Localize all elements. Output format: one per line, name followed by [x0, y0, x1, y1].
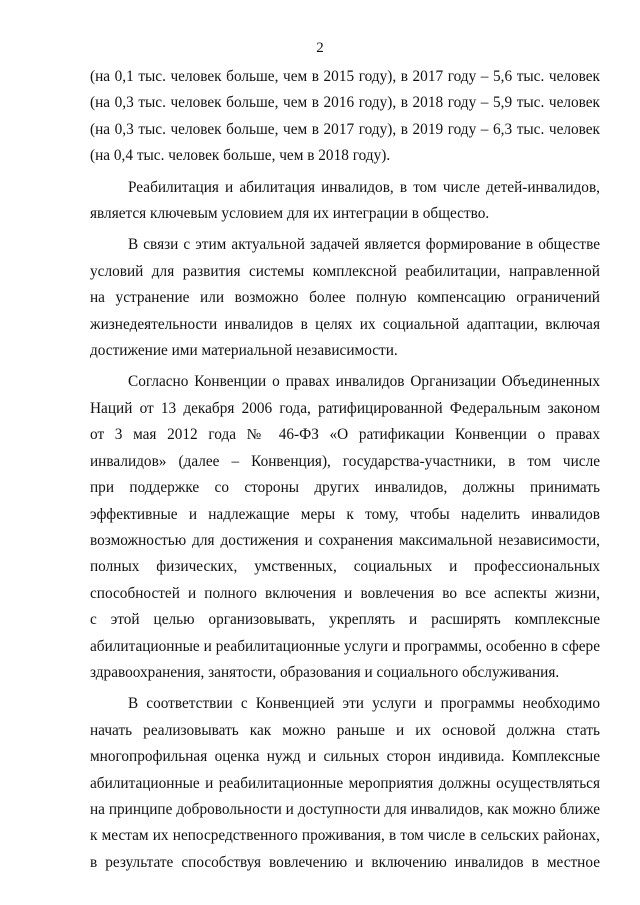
- text-line: начать реализовывать как можно раньше и их основой должна стать: [90, 721, 600, 739]
- text-line: (на 0,3 тыс. человек больше, чем в 2016 году), в 2018 году – 5,9 тыс. человек: [90, 94, 600, 112]
- text-line: способностей и полного включения и вовлечения во все аспекты жизни,: [90, 584, 600, 602]
- text-line: (на 0,3 тыс. человек больше, чем в 2017 году), в 2019 году – 6,3 тыс. человек: [90, 120, 600, 138]
- text-line: многопрофильная оценка нужд и сильных сторон индивида. Комплексные: [90, 748, 600, 766]
- paragraph: [90, 369, 600, 686]
- text-line: абилитационные и реабилитационные мероприятия должны осуществляться: [90, 774, 600, 792]
- text-line: (на 0,4 тыс. человек больше, чем в 2018 году).: [90, 147, 391, 165]
- text-line: к местам их непосредственного проживания, в том числе в сельских районах,: [90, 827, 600, 845]
- text-line: является ключевым условием для их интеграции в общество.: [90, 205, 490, 223]
- text-line: (на 0,1 тыс. человек больше, чем в 2015 году), в 2017 году – 5,6 тыс. человек: [90, 68, 600, 85]
- text-line: возможностью для достижения и сохранения максимальной независимости,: [90, 531, 600, 549]
- text-line: при поддержке со стороны других инвалидов, должны принимать: [90, 479, 600, 497]
- paragraph: [90, 232, 600, 364]
- text-line: Реабилитация и абилитация инвалидов, в том числе детей-инвалидов,: [128, 178, 600, 196]
- paragraph: [90, 175, 600, 228]
- text-line: жизнедеятельности инвалидов в целях их социальной адаптации, включая: [90, 315, 600, 333]
- text-line: условий для развития системы комплексной реабилитации, направленной: [90, 262, 600, 280]
- text-line: Согласно Конвенции о правах инвалидов Организации Объединенных: [128, 373, 600, 391]
- paragraph: [90, 691, 600, 876]
- text-line: В соответствии с Конвенцией эти услуги и программы необходимо: [128, 695, 600, 713]
- text-line: от 3 мая 2012 года № 46-ФЗ «О ратификации Конвенции о правах: [90, 426, 600, 444]
- paragraph: [90, 64, 600, 170]
- text-line: эффективные и надлежащие меры к тому, чтобы наделить инвалидов: [90, 505, 600, 523]
- text-line: В связи с этим актуальной задачей является формирование в обществе: [128, 236, 600, 254]
- text-line: в результате способствуя вовлечению и включению инвалидов в местное: [90, 853, 600, 871]
- text-line: полных физических, умственных, социальных и профессиональных: [90, 558, 600, 576]
- text-line: инвалидов» (далее – Конвенция), государства-участники, в том числе: [90, 452, 600, 470]
- text-line: на устранение или возможно более полную компенсацию ограничений: [90, 289, 600, 307]
- page-number: 2: [316, 40, 324, 56]
- document-body: [90, 64, 600, 876]
- text-line: с этой целью организовывать, укреплять и расширять комплексные: [90, 611, 600, 629]
- text-line: здравоохранения, занятости, образования и социального обслуживания.: [90, 663, 560, 681]
- text-line: абилитационные и реабилитационные услуги и программы, особенно в сфере: [90, 637, 600, 655]
- text-line: на принципе добровольности и доступности для инвалидов, как можно ближе: [90, 800, 600, 818]
- text-line: достижение ими материальной независимости.: [90, 342, 398, 360]
- text-line: Наций от 13 декабря 2006 года, ратифицированной Федеральным законом: [90, 399, 600, 417]
